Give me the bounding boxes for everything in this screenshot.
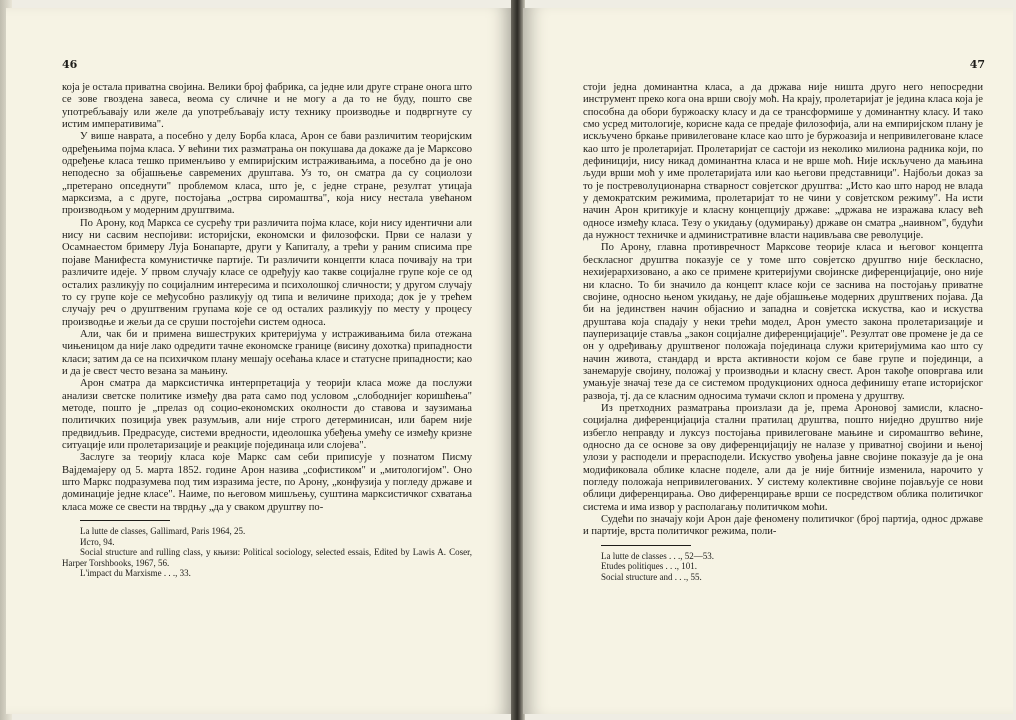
paragraph: стоји једна доминантна класа, а да држава није ништа друго него непосредни инструмент преко кога она врши своју моћ. На крају, пролетаријат је једина класа која је способна да обори буржоаску класу и да се трансформише у доминантну класу. И тако смо усред митологије, корисне када се предаје филозофија, али на емпиријском плану је искључено бркање привилеговане класе као што је буржоазија и непривилеговане класе као што је пролетаријат. Пролетаријат се састоји из неколико милиона радника који, по дефиницији, нису никад доминантна класа и не врше моћ. Није искључено да мањина људи врши моћ у име пролетаријата или као његови представници". Најбољи доказ за то је постреволуционарна стварност совјетског друштва: „Исто као што народ не влада у демократским режимима, пролетаријат то не чини у совјетском режиму". На исти начин Арон критикује и класну концепцију државе: „држава не изражава класу већ односе између класа. Тезу о укидању (одумирању) државе он сматра „наивном", будући да нужност техничке и административне власти наџивљава све револуције. [583, 82, 983, 242]
footnote: Social structure and . . ., 55. [601, 571, 702, 582]
page-number: 46 [62, 58, 78, 71]
page-number: 47 [969, 58, 985, 71]
right-page-body [583, 82, 983, 582]
paragraph: По Арону, главна противречност Марксове теорије класа и његовог концепта бескласног друштва показује се у томе што совјетско друштво није бескласно, нехијерархизовано, а ако се примене критеријуми својинске диференцијације, оно није ни класно. То би значило да концепт класе који се заснива на постојању приватне својине, односно њеном укидању, не даје објашњење модерних друштвених појава. Да би на јединствен начин објаснио и западна и совјетска искуства, као и искуства друштава која спадају у неки трећи модел, Арон уместо закона пролетаризације и пауперизације ставља „закон социјалне диференцијације". Резултат ове промене је да се он у одређивању друштвеног положаја појединаца служи критеријумима као што су начин живота, стандард и врста активности којом се баве групе и појединци, а занемарује својину, положај у производњи и класну свест. Арон такође оповргава или умањује значај тезе да се системом продукционих односа дефинишу етапе историјског развоја, тј. да се класним односима тумачи склоп и промена у друштву. [583, 242, 983, 402]
footnote: La lutte de classes . . ., 52—53. [601, 550, 714, 561]
footnote: La lutte de classes, Gallimard, Paris 1964, 25. [80, 526, 246, 537]
paragraph: Али, чак би и примена вишеструких критеријума у истраживањима била отежана чињеницом да није лако одредити тачне економске границе (висину дохотка) припадности класи; затим да се на психичком плану мешају осећања класе и статусне припадности; као и да је свест често везана за мањину. [62, 328, 472, 377]
paragraph: У више наврата, а посебно у делу Борба класа, Арон се бави различитим теоријским одређењима појма класа. У већини тих разматрања он покушава да докаже да је Марксово одређење класа тешко применљиво у емпиријским истраживањима, а посебно да је оно неподесно за објашњење савремених друштава. Уз то, он сматра да су социолози „претерано опседнути" проблемом класа, што је, с једне стране, резултат утицаја марксизма, а с друге, постојања „острва сиромаштва", која нису нестала увећаном производњом у модерним друштвима. [62, 131, 472, 217]
footnote: Social structure and rulling class, у књизи: Political sociology, selected essais, Edited by Lawis A. Coser, Harper Torshbooks, 1967, 56. [62, 547, 472, 568]
paragraph: По Арону, код Маркса се сусрећу три различита појма класе, који нису идентични али нису ни сасвим неспојиви: историјски, економски и филозофски. Први се налази у Осамнаестом бримеру Луја Бонапарте, други у Капиталу, а трећи у раним списима пре појаве Манифеста комунистичке партије. Ти различити концепти класа почивају на три различите идеје. У првом случају класе се одређују као такве социјалне групе које се од осталих разликују по социјалним интересима и психолошкој сличности; у другом случају то су групе које се међусобно разликују од типа и величине прихода; док је у трећем случају реч о друштвеним групама које се од осталих разликују по месту у процесу производње и жељи да се сруши постојећи систем односа. [62, 217, 472, 328]
paragraph: Арон сматра да марксистичка интерпретација у теорији класа може да послужи анализи светске политике између два рата само под условом „слободнијег коришћења" методе, пошто је „прелаз од социо-економских околности до ставова и заузимања политичких позиција увек разумљив, али није строго детерминисан, или барем није предвидљив. Предрасуде, системи вредности, идеолошка убеђења умећу се између кризне ситуације или пролетаризације и реакције појединаца или слојева". [62, 378, 472, 451]
footnote-rule [80, 520, 170, 521]
footnote: L'impact du Marxisme . . ., 33. [80, 568, 191, 579]
footnote: Исто, 94. [80, 536, 115, 547]
paragraph: која је остала приватна својина. Велики број фабрика, са једне или друге стране онога што се зове гвоздена завеса, веома су сличне и не могу а да то не буду, пошто све употребљавају или желе да употребљавају исту технику производње и подвргнуте су истим императивима". [62, 82, 472, 131]
paragraph: Судећи по значају који Арон даје феномену политичког (број партија, однос државе и партије, врста политичког режима, поли- [583, 514, 983, 538]
footnote: Etudes politiques . . ., 101. [601, 561, 697, 572]
left-page [6, 8, 513, 714]
paragraph: Заслуге за теорију класа које Маркс сам себи приписује у познатом Писму Вајдемајеру од 5. марта 1852. године Арон назива „софистиком" и „митологијом". Оно што Маркс подразумева под тим изразима јесте, по Арону, „конфузија у погледу државе и доминације једне класе". Наиме, по његовом мишљењу, суштина марксистичког схватања класа може се свести на тврдњу „да у сваком друштву по- [62, 452, 472, 513]
right-page [523, 8, 1013, 714]
footnote-rule [601, 545, 691, 546]
paragraph: Из претходних разматрања произлази да је, према Ароновој замисли, класно-социјална диференцијација стални пратилац друштва, пошто ниједно друштво није избегло неправду и луксуз постојања привилеговане мањине и сиромаштво већине, односно да се основе за ову диференцијацију не налазе у приватној својини и њеној улози у расподели и прерасподели. Искуство увођења јавне својине показује да је она модификовала облике класне поделе, али да је није битније изменила, нарочито у погледу положаја непривилегованих. У систему колективне својине појављује се нови облици диференцирања. Ово диференцирање врши се посредством облика политичког система и има извор у располагању политичком моћи. [583, 402, 983, 513]
left-page-body [62, 82, 472, 579]
